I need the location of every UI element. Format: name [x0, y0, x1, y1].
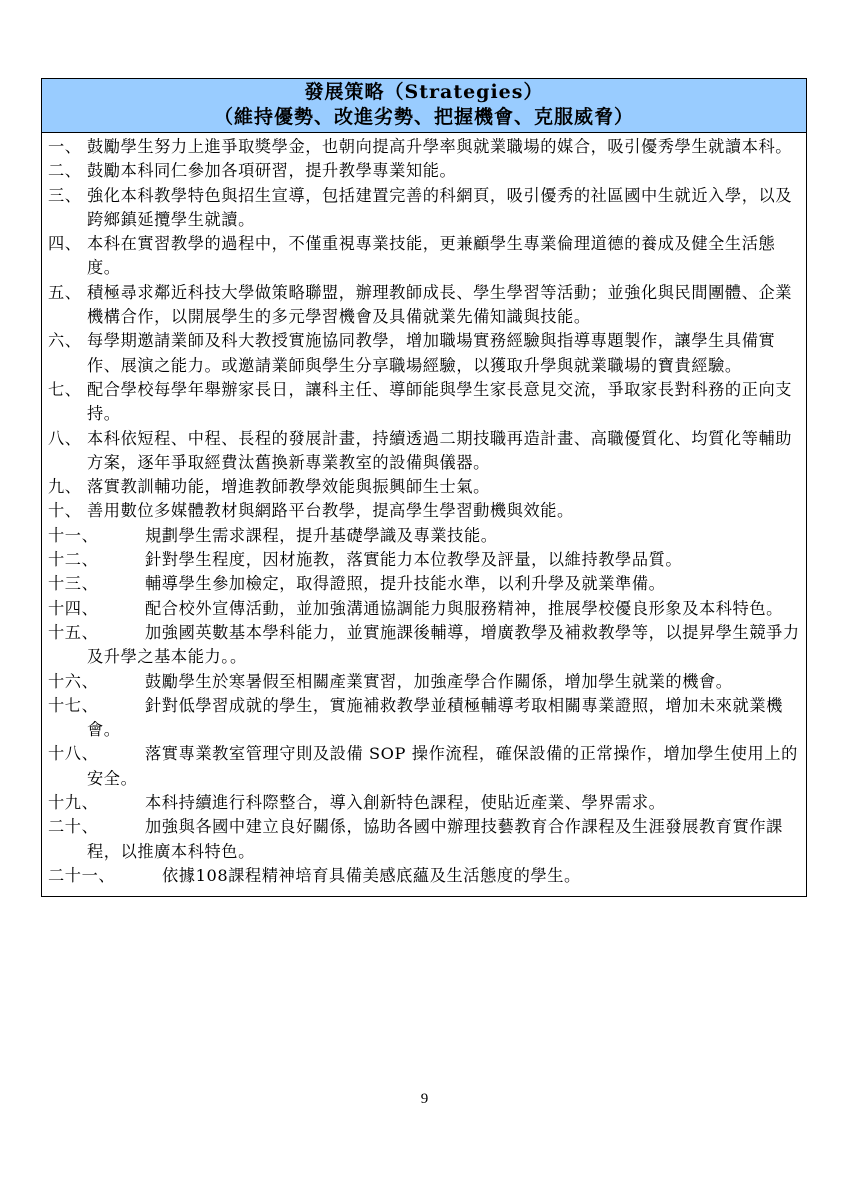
- item-text: 規劃學生需求課程，提升基礎學識及專業技能。: [145, 525, 498, 545]
- strategies-table: [41, 78, 807, 897]
- item-text: 輔導學生參加檢定，取得證照，提升技能水準，以利升學及就業準備。: [145, 574, 666, 594]
- item-text: 每學期邀請業師及科大教授實施協同教學，增加職場實務經驗與指導專題製作，讓學生具備實作、展演之能力。或邀請業師與學生分享職場經驗，以獲取升學與就業職場的寶貴經驗。: [87, 331, 776, 375]
- item-text: 強化本科教學特色與招生宣導，包括建置完善的科網頁，吸引優秀的社區國中生就近入學，以及跨鄉鎮延攬學生就讀。: [87, 185, 793, 229]
- list-item: [48, 815, 800, 864]
- item-text: 加強與各國中建立良好關係，協助各國中辦理技藝教育合作課程及生涯發展教育實作課程，以推廣本科特色。: [87, 817, 783, 861]
- list-item: [48, 791, 800, 815]
- item-number: 十、: [48, 501, 82, 521]
- item-text: 針對低學習成就的學生，實施補救教學並積極輔導考取相關專業證照，增加未來就業機會。: [87, 695, 783, 740]
- header-subtitle: （維持優勢、改進劣勢、把握機會、克服威脅）: [213, 106, 634, 128]
- item-text: 本科持續進行科際整合，導入創新特色課程，使貼近產業、學界需求。: [145, 793, 666, 813]
- item-text: 善用數位多媒體教材與網路平台教學，提高學生學習動機與效能。: [87, 501, 574, 521]
- list-item: [48, 427, 800, 476]
- list-item: [48, 524, 800, 548]
- item-text: 鼓勵學生努力上進爭取獎學金，也朝向提高升學率與就業職場的媒合，吸引優秀學生就讀本科。: [87, 137, 793, 156]
- item-number: 十八、: [48, 744, 99, 764]
- item-number: 一、: [48, 137, 82, 156]
- list-item: [48, 232, 800, 281]
- item-text: 配合學校每學年舉辦家長日，讓科主任、導師能與學生家長意見交流，爭取家長對科務的正向支持。: [87, 379, 793, 424]
- item-number: 十五、: [48, 622, 99, 642]
- list-item: [48, 159, 800, 183]
- list-item: [48, 621, 800, 670]
- list-item: [48, 329, 800, 378]
- item-number: 十二、: [48, 550, 99, 570]
- item-number: 十三、: [48, 574, 99, 594]
- item-text: 本科依短程、中程、長程的發展計畫，持續透過二期技職再造計畫、高職優質化、均質化等輔助方案，逐年爭取經費汰舊換新專業教室的設備與儀器。: [87, 428, 793, 472]
- item-number: 二十一、: [48, 865, 116, 885]
- item-number: 七、: [48, 379, 82, 399]
- list-item: [48, 475, 800, 499]
- list-item: [48, 378, 800, 427]
- list-item: [48, 864, 800, 888]
- list-item: [48, 694, 800, 743]
- strategies-list: [42, 133, 806, 896]
- item-number: 四、: [48, 234, 82, 254]
- list-item: [48, 572, 800, 596]
- list-item: [48, 184, 800, 233]
- item-text: 落實專業教室管理守則及設備 SOP 操作流程，確保設備的正常操作，增加學生使用上的安全。: [87, 744, 798, 788]
- list-item: [48, 597, 800, 621]
- item-text: 依據108課程精神培育具備美感底蘊及生活態度的學生。: [162, 865, 581, 885]
- list-item: [48, 135, 800, 159]
- item-number: 二、: [48, 161, 82, 181]
- item-text: 配合校外宣傳活動，並加強溝通協調能力與服務精神，推展學校優良形象及本科特色。: [145, 598, 783, 618]
- item-number: 十一、: [48, 525, 99, 545]
- page-number: 9: [420, 1091, 429, 1107]
- list-item: [48, 742, 800, 791]
- item-text: 鼓勵學生於寒暑假至相關產業實習，加強產學合作關係，增加學生就業的機會。: [145, 671, 733, 691]
- item-number: 五、: [48, 282, 82, 302]
- table-header: [42, 79, 806, 133]
- list-item: [48, 281, 800, 330]
- list-item: [48, 548, 800, 572]
- header-title: 發展策略（Strategies）: [304, 81, 544, 103]
- item-text: 針對學生程度，因材施教，落實能力本位教學及評量，以維持教學品質。: [145, 550, 683, 570]
- item-text: 本科在實習教學的過程中，不僅重視專業技能，更兼顧學生專業倫理道德的養成及健全生活態度。: [87, 234, 776, 278]
- item-text: 落實教訓輔功能，增進教師教學效能與振興師生士氣。: [87, 477, 490, 497]
- list-item: [48, 670, 800, 694]
- list-item: [48, 499, 800, 523]
- item-number: 二十、: [48, 817, 99, 837]
- item-number: 三、: [48, 185, 82, 205]
- item-text: 鼓勵本科同仁參加各項研習，提升教學專業知能。: [87, 161, 457, 181]
- item-text: 積極尋求鄰近科技大學做策略聯盟，辦理教師成長、學生學習等活動；並強化與民間團體、企業機構合作，以開展學生的多元學習機會及具備就業先備知識與技能。: [87, 282, 793, 327]
- item-text: 加強國英數基本學科能力，並實施課後輔導，增廣教學及補救教學等，以提昇學生競爭力及升學之基本能力。。: [87, 622, 800, 667]
- item-number: 八、: [48, 428, 82, 448]
- item-number: 十七、: [48, 695, 99, 715]
- item-number: 十六、: [48, 671, 99, 691]
- item-number: 九、: [48, 477, 82, 497]
- item-number: 十九、: [48, 793, 99, 813]
- item-number: 六、: [48, 331, 82, 351]
- item-number: 十四、: [48, 598, 99, 618]
